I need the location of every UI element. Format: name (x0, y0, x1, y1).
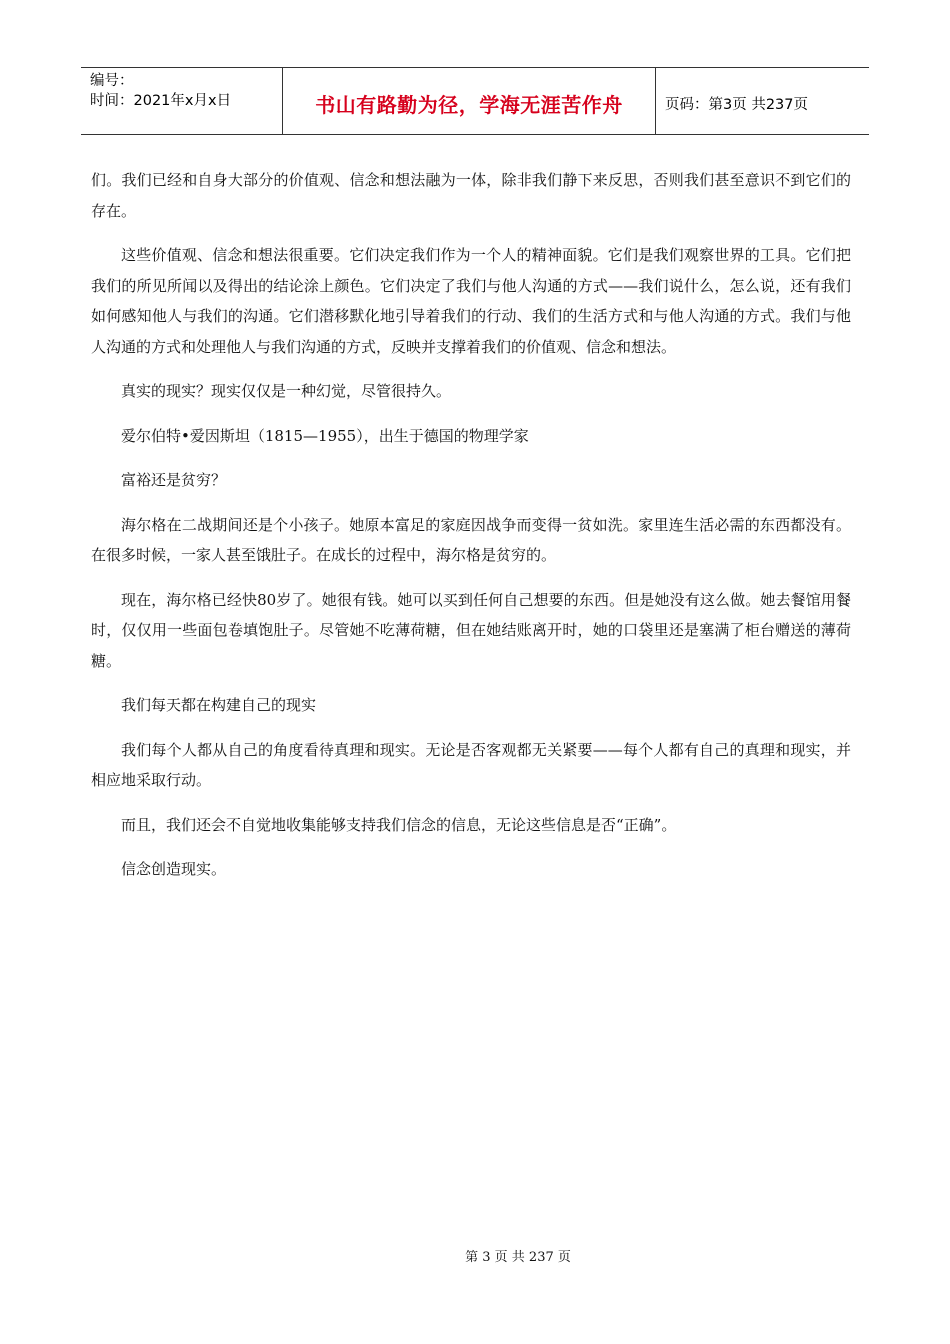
paragraph: 这些价值观、信念和想法很重要。它们决定我们作为一个人的精神面貌。它们是我们观察世界的工具。它们把我们的所见所闻以及得出的结论涂上颜色。它们决定了我们与他人沟通的方式——我们说什么，怎么说，还有我们如何感知他人与我们的沟通。它们潜移默化地引导着我们的行动、我们的生活方式和与他人沟通的方式。我们与他人沟通的方式和处理他人与我们沟通的方式，反映并支撑着我们的价值观、信念和想法。 (91, 246, 851, 356)
document-number-label: 编号： (90, 73, 134, 89)
document-date: 时间：2021年x月x日 (90, 93, 232, 109)
paragraph: 现在，海尔格已经快80岁了。她很有钱。她可以买到任何自己想要的东西。但是她没有这么做。她去餐馆用餐时，仅仅用一些面包卷填饱肚子。尽管她不吃薄荷糖，但在她结账离开时，她的口袋里还是塞满了柜台赠送的薄荷糖。 (91, 590, 851, 670)
paragraph: 真实的现实？现实仅仅是一种幻觉，尽管很持久。 (121, 382, 452, 400)
paragraph: 信念创造现实。 (121, 860, 227, 878)
paragraph: 爱尔伯特•爱因斯坦（1815—1955），出生于德国的物理学家 (121, 426, 529, 445)
paragraph: 海尔格在二战期间还是个小孩子。她原本富足的家庭因战争而变得一贫如洗。家里连生活必需的东西都没有。在很多时候，一家人甚至饿肚子。在成长的过程中，海尔格是贫穷的。 (91, 515, 851, 564)
section-heading: 我们每天都在构建自己的现实 (121, 696, 317, 714)
section-heading: 富裕还是贫穷？ (121, 471, 227, 489)
header-page-info: 页码：第3页 共237页 (665, 96, 809, 113)
paragraph: 我们每个人都从自己的角度看待真理和现实。无论是否客观都无关紧要——每个人都有自己的真理和现实，并相应地采取行动。 (91, 740, 851, 789)
document-body (91, 165, 851, 899)
header-meta (81, 68, 283, 134)
paragraph: 们。我们已经和自身大部分的价值观、信念和想法融为一体，除非我们静下来反思，否则我们甚至意识不到它们的存在。 (91, 171, 851, 220)
page-footer: 第 3 页 共 237 页 (465, 1250, 571, 1265)
header-motto: 书山有路勤为径，学海无涯苦作舟 (283, 68, 656, 134)
document-header (81, 67, 869, 135)
paragraph: 而且，我们还会不自觉地收集能够支持我们信念的信息，无论这些信息是否“正确”。 (121, 815, 677, 834)
